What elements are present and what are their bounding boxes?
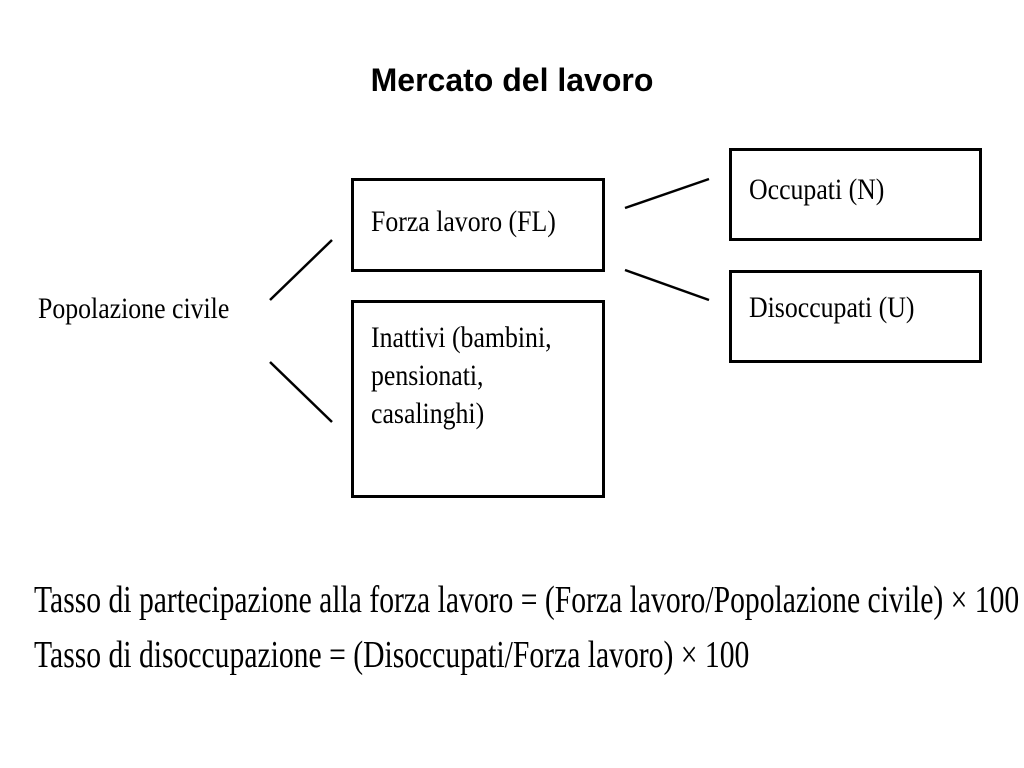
inattivi-line: casalinghi) [371,397,485,430]
connector-root-to-forza-lavoro [270,240,332,300]
inattivi-label [371,319,552,433]
formula-tasso-disoccupazione: Tasso di disoccupazione = (Disoccupati/Forza lavoro) × 100 [34,634,750,676]
formula-tasso-partecipazione: Tasso di partecipazione alla forza lavoro = (Forza lavoro/Popolazione civile) × 100 [34,579,1020,621]
forza-lavoro-label: Forza lavoro (FL) [371,205,556,238]
popolazione-civile-label: Popolazione civile [38,292,230,325]
inattivi-box [351,300,605,498]
slide-title: Mercato del lavoro [370,62,654,98]
disoccupati-box [729,270,982,363]
occupati-box [729,148,982,241]
disoccupati-label: Disoccupati (U) [749,291,915,324]
connector-forza-lavoro-to-disoccupati [625,270,709,300]
inattivi-line: pensionati, [371,359,484,392]
connector-root-to-inattivi [270,362,332,422]
inattivi-line: Inattivi (bambini, [371,321,552,354]
forza-lavoro-box [351,178,605,272]
occupati-label: Occupati (N) [749,173,885,206]
connector-forza-lavoro-to-occupati [625,179,709,208]
